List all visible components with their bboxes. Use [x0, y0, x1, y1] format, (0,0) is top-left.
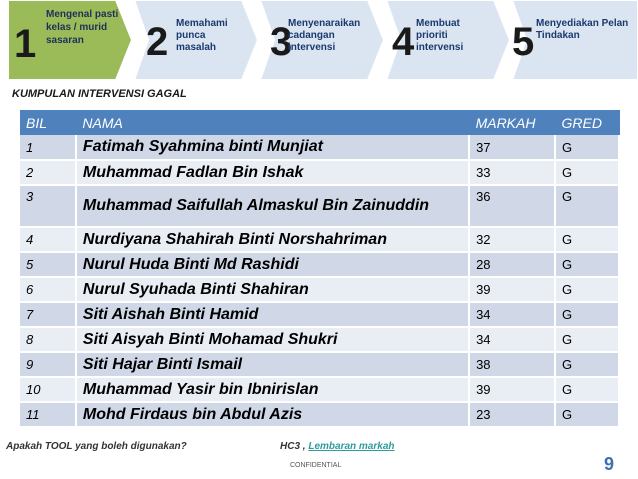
cell-gred: G [555, 135, 619, 160]
table-row [20, 327, 619, 352]
header-bil: BIL [20, 110, 76, 135]
page-number: 9 [604, 454, 615, 474]
cell-gred: G [555, 277, 619, 302]
step-5 [512, 0, 638, 80]
step-2-number: 2 [146, 20, 169, 64]
cell-nama: Siti Hajar Binti Ismail [76, 352, 469, 377]
lembaran-markah-link[interactable]: Lembaran markah [308, 441, 395, 452]
cell-bil: 9 [20, 352, 76, 377]
cell-nama: Muhammad Saifullah Almaskul Bin Zainuddin [76, 185, 469, 227]
cell-gred: G [555, 302, 619, 327]
cell-gred: G [555, 252, 619, 277]
step-1-label: Mengenal pasti kelas / murid sasaran [46, 9, 119, 46]
table-row [20, 185, 619, 227]
cell-markah: 33 [469, 160, 555, 185]
tool-reference-prefix: HC3 , [280, 441, 309, 452]
header-markah: MARKAH [469, 110, 555, 135]
cell-bil: 4 [20, 227, 76, 252]
cell-bil: 10 [20, 377, 76, 402]
table-row [20, 352, 619, 377]
cell-nama: Fatimah Syahmina binti Munjiat [76, 135, 469, 160]
tool-reference [280, 441, 395, 452]
step-2 [134, 0, 258, 80]
table-row [20, 227, 619, 252]
cell-markah: 32 [469, 227, 555, 252]
step-3-number: 3 [270, 20, 293, 64]
cell-bil: 8 [20, 327, 76, 352]
cell-gred: G [555, 377, 619, 402]
cell-nama: Nurul Huda Binti Md Rashidi [76, 252, 469, 277]
cell-bil: 7 [20, 302, 76, 327]
step-1 [8, 0, 132, 80]
step-1-number: 1 [14, 22, 37, 66]
process-steps [0, 0, 638, 80]
cell-markah: 38 [469, 352, 555, 377]
table-row [20, 277, 619, 302]
cell-nama: Nurul Syuhada Binti Shahiran [76, 277, 469, 302]
step-2-label: Memahami punca masalah [176, 18, 228, 53]
table-row [20, 252, 619, 277]
cell-gred: G [555, 352, 619, 377]
table-row [20, 302, 619, 327]
cell-gred: G [555, 402, 619, 427]
table-row [20, 377, 619, 402]
student-table [20, 110, 620, 428]
step-3 [260, 0, 384, 80]
cell-markah: 28 [469, 252, 555, 277]
table-row [20, 135, 619, 160]
step-4-number: 4 [392, 20, 415, 64]
cell-nama: Mohd Firdaus bin Abdul Azis [76, 402, 469, 427]
cell-markah: 34 [469, 327, 555, 352]
cell-nama: Siti Aishah Binti Hamid [76, 302, 469, 327]
step-5-label: Menyediakan Pelan Tindakan [536, 18, 629, 41]
step-4-label: Membuat prioriti intervensi [416, 18, 464, 53]
cell-nama: Muhammad Yasir bin Ibnirislan [76, 377, 469, 402]
header-gred: GRED [555, 110, 619, 135]
header-nama: NAMA [76, 110, 469, 135]
cell-nama: Nurdiyana Shahirah Binti Norshahriman [76, 227, 469, 252]
cell-bil: 3 [20, 185, 76, 227]
step-4 [386, 0, 510, 80]
cell-markah: 34 [469, 302, 555, 327]
step-5-number: 5 [512, 20, 535, 64]
cell-gred: G [555, 160, 619, 185]
cell-bil: 1 [20, 135, 76, 160]
cell-bil: 11 [20, 402, 76, 427]
cell-gred: G [555, 327, 619, 352]
cell-nama: Siti Aisyah Binti Mohamad Shukri [76, 327, 469, 352]
cell-markah: 36 [469, 185, 555, 227]
tool-question: Apakah TOOL yang boleh digunakan? [6, 441, 187, 452]
cell-markah: 39 [469, 277, 555, 302]
cell-bil: 6 [20, 277, 76, 302]
confidential-label: CONFIDENTIAL [290, 462, 342, 469]
table-row [20, 160, 619, 185]
cell-markah: 23 [469, 402, 555, 427]
cell-nama: Muhammad Fadlan Bin Ishak [76, 160, 469, 185]
cell-gred: G [555, 227, 619, 252]
cell-gred: G [555, 185, 619, 227]
cell-bil: 5 [20, 252, 76, 277]
section-title: KUMPULAN INTERVENSI GAGAL [12, 88, 187, 100]
table-header-row [20, 110, 619, 135]
cell-markah: 39 [469, 377, 555, 402]
cell-bil: 2 [20, 160, 76, 185]
table-row [20, 402, 619, 427]
step-3-label: Menyenaraikan cadangan intervensi [288, 18, 361, 53]
cell-markah: 37 [469, 135, 555, 160]
